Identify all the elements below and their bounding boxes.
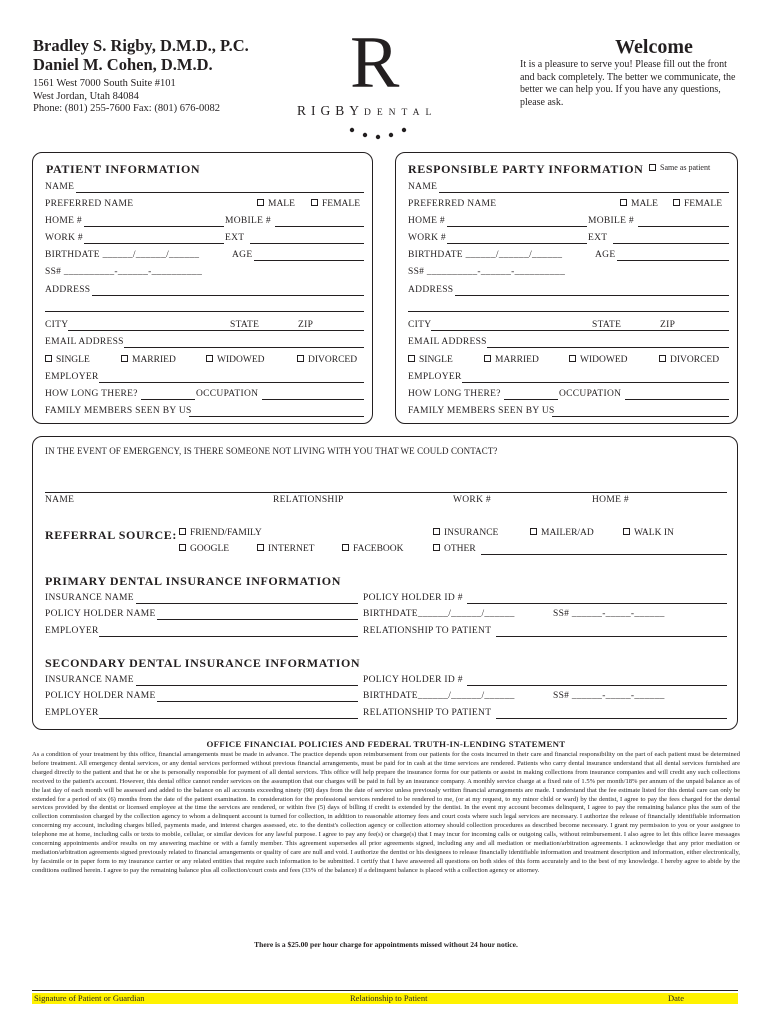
responsible-age-label: AGE [595,250,616,260]
practice-phone: Phone: (801) 255-7600 Fax: (801) 676-0082 [33,103,220,114]
responsible-name-field[interactable] [439,192,729,193]
responsible-party-title: RESPONSIBLE PARTY INFORMATION [408,162,644,176]
single-label: SINGLE [56,355,90,365]
primary-policy-holder-name-label: POLICY HOLDER NAME [45,609,156,619]
responsible-ext-field[interactable] [613,243,729,244]
doctor-name-1: Bradley S. Rigby, D.M.D., P.C. [33,36,249,55]
responsible-occupation-field[interactable] [625,399,729,400]
secondary-relationship-field[interactable] [496,718,727,719]
patient-employer-field[interactable] [99,382,364,383]
patient-home-label: HOME # [45,216,82,226]
responsible-widowed-checkbox[interactable] [569,355,627,365]
referral-internet-checkbox[interactable] [257,544,314,554]
logo-word: RIGBY [297,103,365,118]
friend-family-label: FRIEND/FAMILY [190,528,262,538]
primary-insurance-title: PRIMARY DENTAL INSURANCE INFORMATION [45,574,341,588]
primary-relationship-field[interactable] [496,636,727,637]
mailer-ad-label: MAILER/AD [541,528,594,538]
responsible-occupation-label: OCCUPATION [559,389,622,399]
referral-other-checkbox[interactable] [433,544,476,554]
other-label: OTHER [444,544,476,554]
patient-ss-field[interactable]: SS# __________-______-__________ [45,267,203,277]
responsible-single-checkbox[interactable] [408,355,453,365]
emergency-question: IN THE EVENT OF EMERGENCY, IS THERE SOMEONE NOT LIVING WITH YOU THAT WE COULD CONTACT? [45,446,498,456]
married-label: MARRIED [495,355,539,365]
responsible-address-field-2[interactable] [408,311,729,312]
primary-policy-holder-id-label: POLICY HOLDER ID # [363,593,463,603]
patient-employer-label: EMPLOYER [45,372,99,382]
secondary-policy-holder-id-label: POLICY HOLDER ID # [363,675,463,685]
patient-female-checkbox[interactable] [311,199,360,209]
referral-source-title: REFERRAL SOURCE: [45,528,177,542]
practice-info [33,36,249,116]
responsible-email-label: EMAIL ADDRESS [408,337,487,347]
patient-ext-field[interactable] [250,243,364,244]
referral-facebook-checkbox[interactable] [342,544,404,554]
responsible-female-checkbox[interactable] [673,199,722,209]
patient-preferred-name-label: PREFERRED NAME [45,199,134,209]
patient-address-field[interactable] [92,295,364,296]
female-label: FEMALE [684,199,722,209]
referral-insurance-checkbox[interactable] [433,528,498,538]
missed-appointment-notice: There is a $25.00 per hour charge for appointments missed without 24 hour notice. [254,940,518,949]
primary-relationship-label: RELATIONSHIP TO PATIENT [363,626,492,636]
patient-birthdate-field[interactable]: BIRTHDATE ______/______/______ [45,250,200,260]
responsible-male-checkbox[interactable] [620,199,658,209]
patient-city-field[interactable] [68,330,364,331]
single-label: SINGLE [419,355,453,365]
patient-how-long-label: HOW LONG THERE? [45,389,138,399]
responsible-email-field[interactable] [487,347,729,348]
referral-mailer-ad-checkbox[interactable] [530,528,594,538]
facebook-label: FACEBOOK [353,544,404,554]
relationship-to-patient-label: Relationship to Patient [350,993,428,1003]
patient-state-label: STATE [230,320,260,330]
welcome-text: It is a pleasure to serve you! Please fill out the front and back completely. The better we communicate, the better we can help you. If you have any questions, please ask. [520,59,736,108]
secondary-policy-holder-name-field[interactable] [157,701,358,702]
primary-insurance-name-label: INSURANCE NAME [45,593,134,603]
internet-label: INTERNET [268,544,315,554]
signature-line[interactable] [32,990,738,991]
signature-label: Signature of Patient or Guardian [34,993,145,1003]
patient-mobile-field[interactable] [275,226,364,227]
secondary-policy-holder-name-label: POLICY HOLDER NAME [45,691,156,701]
patient-family-field[interactable] [189,416,364,417]
responsible-work-label: WORK # [408,233,446,243]
referral-google-checkbox[interactable] [179,544,229,554]
patient-email-label: EMAIL ADDRESS [45,337,124,347]
patient-work-label: WORK # [45,233,83,243]
primary-employer-field[interactable] [99,636,358,637]
insurance-label: INSURANCE [444,528,499,538]
male-label: MALE [631,199,658,209]
logo-word-2: DENTAL [364,108,438,118]
responsible-ext-label: EXT [588,233,608,243]
practice-address-2: West Jordan, Utah 84084 [33,90,139,102]
primary-policy-holder-id-field[interactable] [467,603,727,604]
patient-home-field[interactable] [84,226,224,227]
logo-letter: R [350,22,400,104]
secondary-birthdate-field[interactable]: BIRTHDATE______/______/______ [363,691,515,701]
patient-family-label: FAMILY MEMBERS SEEN BY US [45,406,192,416]
married-label: MARRIED [132,355,176,365]
patient-ext-label: EXT [225,233,245,243]
responsible-city-label: CITY [408,320,432,330]
secondary-relationship-label: RELATIONSHIP TO PATIENT [363,708,492,718]
patient-mobile-label: MOBILE # [225,216,271,226]
widowed-label: WIDOWED [580,355,628,365]
referral-other-field[interactable] [481,554,727,555]
secondary-employer-field[interactable] [99,718,358,719]
referral-walk-in-checkbox[interactable] [623,528,674,538]
responsible-preferred-name-label: PREFERRED NAME [408,199,497,209]
rigby-dental-logo [290,22,480,142]
responsible-state-label: STATE [592,320,622,330]
divorced-label: DIVORCED [670,355,720,365]
same-as-patient-label: Same as patient [660,163,711,172]
doctor-name-2: Daniel M. Cohen, D.M.D. [33,55,213,74]
patient-married-checkbox[interactable] [121,355,176,365]
financial-policy-title: OFFICE FINANCIAL POLICIES AND FEDERAL TRUTH-IN-LENDING STATEMENT [206,739,566,749]
walk-in-label: WALK IN [634,528,674,538]
responsible-ss-field[interactable]: SS# __________-______-__________ [408,267,566,277]
responsible-family-label: FAMILY MEMBERS SEEN BY US [408,406,555,416]
responsible-family-field[interactable] [552,416,729,417]
secondary-insurance-name-field[interactable] [136,685,358,686]
emergency-relationship-label: RELATIONSHIP [273,495,344,505]
responsible-address-label: ADDRESS [408,285,454,295]
responsible-name-label: NAME [408,182,438,192]
patient-name-label: NAME [45,182,75,192]
patient-divorced-checkbox[interactable] [297,355,357,365]
patient-city-label: CITY [45,320,69,330]
logo-dots-icon [290,118,480,148]
secondary-ss-field[interactable]: SS# ______-_____-______ [553,691,665,701]
patient-how-long-field[interactable] [141,399,195,400]
primary-policy-holder-name-field[interactable] [157,619,358,620]
patient-occupation-field[interactable] [262,399,364,400]
responsible-how-long-label: HOW LONG THERE? [408,389,501,399]
divorced-label: DIVORCED [308,355,358,365]
responsible-birthdate-field[interactable]: BIRTHDATE ______/______/______ [408,250,563,260]
responsible-mobile-field[interactable] [638,226,729,227]
emergency-home-label: HOME # [592,495,629,505]
patient-name-field[interactable] [76,192,364,193]
responsible-city-field[interactable] [431,330,729,331]
patient-single-checkbox[interactable] [45,355,90,365]
emergency-work-label: WORK # [453,495,491,505]
responsible-employer-field[interactable] [462,382,729,383]
primary-employer-label: EMPLOYER [45,626,99,636]
patient-email-field[interactable] [124,347,364,348]
patient-age-label: AGE [232,250,253,260]
primary-ss-field[interactable]: SS# ______-_____-______ [553,609,665,619]
responsible-home-label: HOME # [408,216,445,226]
responsible-divorced-checkbox[interactable] [659,355,719,365]
responsible-work-field[interactable] [447,243,587,244]
responsible-employer-label: EMPLOYER [408,372,462,382]
practice-address-1: 1561 West 7000 South Suite #101 [33,78,176,89]
secondary-insurance-name-label: INSURANCE NAME [45,675,134,685]
responsible-address-field[interactable] [455,295,729,296]
patient-occupation-label: OCCUPATION [196,389,259,399]
male-label: MALE [268,199,295,209]
patient-age-field[interactable] [254,260,364,261]
responsible-home-field[interactable] [447,226,587,227]
female-label: FEMALE [322,199,360,209]
emergency-name-label: NAME [45,495,75,505]
primary-birthdate-field[interactable]: BIRTHDATE______/______/______ [363,609,515,619]
responsible-age-field[interactable] [617,260,729,261]
secondary-policy-holder-id-field[interactable] [467,685,727,686]
secondary-insurance-title: SECONDARY DENTAL INSURANCE INFORMATION [45,656,361,670]
google-label: GOOGLE [190,544,230,554]
responsible-zip-label: ZIP [660,320,676,330]
patient-address-field-2[interactable] [45,311,364,312]
patient-information-title: PATIENT INFORMATION [46,162,201,176]
date-label: Date [668,993,685,1003]
responsible-how-long-field[interactable] [504,399,558,400]
responsible-married-checkbox[interactable] [484,355,539,365]
financial-policy-body: As a condition of your treatment by this office, financial arrangements must be made in advance. The practice depends upon reimbursement from our patients for the costs incurred in their care and financial responsibility on the part of each patient must be determined before treatment. All emergency dental services, or any dental services performed without previous financial arrangements, must be paid for in cash at the time services are rendered. Patients who carry dental insurance understand that all dental services furnished are charged directly to the patient and that he or she is personally responsible for payment of all dental services. This office will help prepare the insurance forms for our patients or assist in making collections from insurance companies and will credit any such collections received to the patient's account. However, this dental office cannot render services on the assumption that our charges will be paid in full by an insurance company. A monthly service charge at a fixed rate of 1.5% per month/18% per annum of the unpaid balance as of the last day of each month will be assessed and added to the balance on all accounts exceeding ninety (90) days from the date of service unless previously written financial arrangements are made. I understand that the fee estimate listed for this dental care can only be extended for a period of six (6) months from the date of the patient examination. In consideration for the professional services rendered to be rendered to me, (or at my request, to my minor child or ward) by the dentist, I agree to pay the fees charged for the dental services provided by the dentist or licensed employee at the time the services are rendered, or within five (5) days of billing if credit is extended by the dentist. In the event my account becomes delinquent, I agree to pay the remaining balance plus the sum of the collection commission charged by the collection agency to whom a delinquent account is turned for collection, in addition to reasonable attorney fees and court costs where such legal services are necessary. I authorize the release of financially identifiable information concerning my account, including charges billed, payments made, and interest charges assessed, etc. to the dentist's collection agency or collection attorney should collection procedures as described become necessary. I grant my permission to you or your assignee to telephone me at home, including calls or texts to mobile, cellular, or similar devices for any lawful purpose. I agree to pay any fee(s) or charge(s) that I may incur for incoming calls or outgoing calls, without reimbursement. I also agree to let this office leave messages concerning appointments and/or results on my answering machine or with a family member. This agreement supersedes all prior agreements signed, including any and all mediation or mediation/arbitration agreements. I acknowledge that any prior mediation or mediation/arbitration agreements signed previously related to financial arrangements or quality of care are null and void. I authorize the dentist or his designees to release financially identifiable information and treatment description and information, either electronically, by facsimile or in paper form to my insurance carrier or any related entities that require such information to be submitted. I certify that I have answered all questions on both sides of this form accurately and to the best of my knowledge. I hereby agree to abide by the conditions outlined herein. I agree to pay the remaining balance plus all collection/court costs and fees (33% of the balance) if a delinquent balance is placed with a collection agency or attorney. [32,751,740,874]
welcome-block [520,36,738,109]
patient-work-field[interactable] [84,243,224,244]
welcome-title: Welcome [615,36,693,58]
referral-friend-family-checkbox[interactable] [179,528,262,538]
widowed-label: WIDOWED [217,355,265,365]
emergency-contact-field[interactable] [45,492,727,493]
patient-zip-label: ZIP [298,320,314,330]
patient-male-checkbox[interactable] [257,199,295,209]
primary-insurance-name-field[interactable] [136,603,358,604]
secondary-employer-label: EMPLOYER [45,708,99,718]
patient-widowed-checkbox[interactable] [206,355,264,365]
responsible-mobile-label: MOBILE # [588,216,634,226]
same-as-patient-checkbox[interactable] [649,163,710,172]
patient-address-label: ADDRESS [45,285,91,295]
